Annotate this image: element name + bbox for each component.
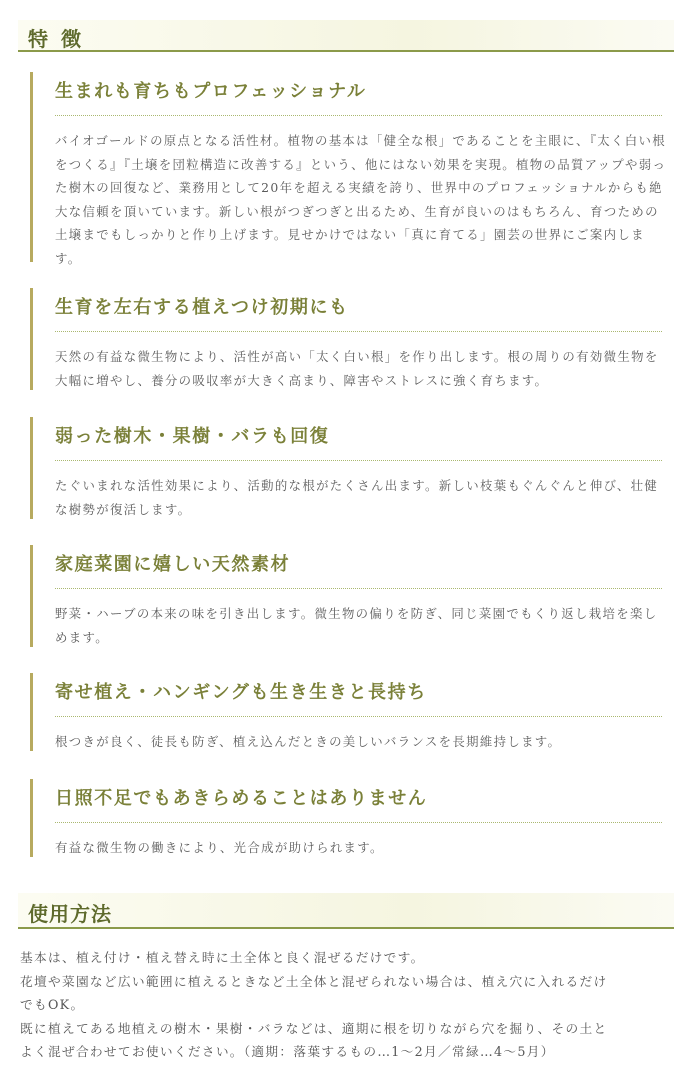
usage-line: 基本は、植え付け・植え替え時に土全体と良く混ぜるだけです。: [20, 950, 425, 965]
feature-title: 弱った樹木・果樹・バラも回復: [55, 426, 330, 447]
feature-description: たぐいまれな活性効果により、活動的な根がたくさん出ます。新しい枝葉もぐんぐんと伸び、壮健な樹勢が復活します。: [55, 478, 659, 517]
feature-block: [30, 673, 662, 751]
feature-description: 根つきが良く、徒長も防ぎ、植え込んだときの美しいバランスを長期維持します。: [55, 734, 562, 749]
feature-block: [30, 417, 662, 519]
usage-line: でもOK。: [20, 997, 85, 1012]
feature-divider: [55, 716, 662, 717]
feature-title: 生まれも育ちもプロフェッショナル: [55, 81, 367, 102]
usage-description: [20, 946, 676, 1064]
feature-divider: [55, 460, 662, 461]
feature-block: [30, 545, 662, 647]
feature-description: 天然の有益な微生物により、活性が高い「太く白い根」を作り出します。根の周りの有効微生物を大幅に増やし、養分の吸収率が大きく高まり、障害やストレスに強く育ちます。: [55, 349, 659, 388]
feature-title: 家庭菜園に嬉しい天然素材: [55, 554, 291, 575]
feature-description: 有益な微生物の働きにより、光合成が助けられます。: [55, 840, 384, 855]
feature-title: 日照不足でもあきらめることはありません: [55, 788, 428, 809]
usage-section-heading: [18, 893, 674, 929]
feature-block: [30, 288, 662, 390]
feature-title: 寄せ植え・ハンギングも生き生きと長持ち: [55, 682, 427, 703]
feature-divider: [55, 588, 662, 589]
usage-line: 花壇や菜園など広い範囲に植えるときなど土全体と混ぜられない場合は、植え穴に入れるだけ: [20, 973, 608, 989]
feature-divider: [55, 331, 662, 332]
features-section-title: 特 徴: [28, 27, 84, 51]
feature-divider: [55, 115, 662, 116]
usage-section-title: 使用方法: [28, 902, 112, 926]
usage-line: 既に植えてある地植えの樹木・果樹・バラなどは、適期に根を切りながら穴を掘り、その土と: [20, 1020, 608, 1036]
feature-description: 野菜・ハーブの本来の味を引き出します。微生物の偏りを防ぎ、同じ菜園でもくり返し栽培を楽しめます。: [55, 606, 658, 645]
usage-line: よく混ぜ合わせてお使いください。（適期：落葉するもの…1～2月／常緑…4～5月）: [20, 1044, 555, 1059]
feature-block: [30, 779, 662, 857]
feature-title: 生育を左右する植えつけ初期にも: [55, 297, 349, 318]
feature-block: [30, 72, 667, 266]
features-section-heading: [18, 20, 674, 52]
feature-divider: [55, 822, 662, 823]
feature-description: バイオゴールドの原点となる活性材。植物の基本は「健全な根」であることを主眼に、『太く白い根をつくる』『土壌を団粒構造に改善する』という、他にはない効果を実現。植物の品質アップや弱った樹木の回復など、業務用として20年を超える実績を誇り、世界中のプロフェッショナルからも絶大な信頼を頂いています。新しい根がつぎつぎと出るため、生育が良いのはもちろん、育つための土壌までもしっかりと作り上げます。見せかけではない「真に育てる」園芸の世界にご案内します。: [55, 133, 667, 266]
